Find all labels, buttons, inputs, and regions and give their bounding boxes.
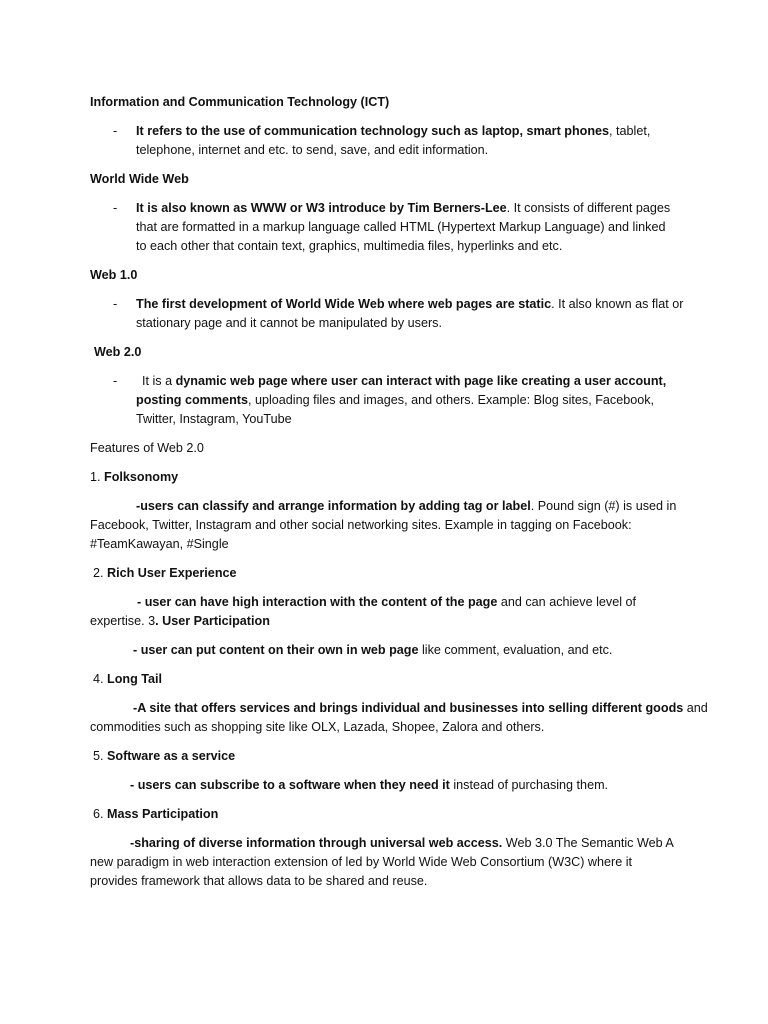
www-bullet-line2: that are formatted in a markup language called HTML (Hypertext Markup Language) and linked (136, 220, 666, 234)
rich-ux-title: Rich User Experience (107, 566, 237, 580)
rich-ux-text: and can achieve level of (497, 595, 636, 609)
mass-participation-number: 6. (93, 807, 108, 821)
mass-participation-text: Web 3.0 The Semantic Web A (502, 836, 674, 850)
rich-ux-heading (93, 564, 693, 583)
ict-heading: Information and Communication Technology (ICT) (90, 95, 390, 109)
www-text: . It consists of different pages (506, 201, 671, 215)
web1-bullet-line1 (136, 295, 684, 314)
rich-ux-line1 (137, 593, 737, 612)
long-tail-line1 (133, 699, 733, 718)
web1-bold-text: The first development of World Wide Web where web pages are static (136, 297, 552, 311)
web2-text: , uploading files and images, and others. Example: Blog sites, Facebook, (247, 393, 655, 407)
rich-ux-bold-text: - user can have high interaction with the content of the page (137, 595, 498, 609)
mass-participation-line2: new paradigm in web interaction extension of led by World Wide Web Consortium (W3C) where it (90, 855, 632, 869)
participation-bold-text: - user can put content on their own in web page (133, 643, 419, 657)
folksonomy-text: . Pound sign (#) is used in (530, 499, 677, 513)
web1-text: . It also known as flat or (551, 297, 684, 311)
web2-bullet-line3: Twitter, Instagram, YouTube (136, 412, 292, 426)
folksonomy-line3: #TeamKawayan, #Single (90, 537, 229, 551)
www-bold-text: It is also known as WWW or W3 introduce by Tim Berners-Lee (136, 201, 507, 215)
long-tail-heading (93, 670, 693, 689)
saas-text: instead of purchasing them. (449, 778, 609, 792)
saas-number: 5. (93, 749, 108, 763)
folksonomy-title: Folksonomy (104, 470, 179, 484)
web2-bullet-dash: - (113, 374, 118, 388)
ict-bullet-dash: - (113, 124, 118, 138)
folksonomy-bold-text: -users can classify and arrange information by adding tag or label (136, 499, 531, 513)
www-bullet-dash: - (113, 201, 118, 215)
saas-title: Software as a service (107, 749, 236, 763)
folksonomy-heading (90, 468, 690, 487)
saas-line1 (130, 776, 730, 795)
web1-bullet-line2: stationary page and it cannot be manipulated by users. (136, 316, 442, 330)
saas-bold-text: - users can subscribe to a software when they need it (130, 778, 450, 792)
www-bullet-line3: to each other that contain text, graphics, multimedia files, hyperlinks and etc. (136, 239, 563, 253)
long-tail-number: 4. (93, 672, 108, 686)
web2-bullet-line2 (136, 391, 676, 410)
mass-participation-heading (93, 805, 693, 824)
www-heading: World Wide Web (90, 172, 189, 186)
folksonomy-number: 1. (90, 470, 105, 484)
mass-participation-line1 (130, 834, 730, 853)
rich-ux-number: 2. (93, 566, 108, 580)
rich-ux-line2 (90, 612, 690, 631)
long-tail-title: Long Tail (107, 672, 163, 686)
long-tail-line2: commodities such as shopping site like OLX, Lazada, Shopee, Zalora and others. (90, 720, 545, 734)
features-heading: Features of Web 2.0 (90, 441, 204, 455)
web1-heading: Web 1.0 (90, 268, 138, 282)
folksonomy-line1 (136, 497, 736, 516)
web2-heading: Web 2.0 (94, 345, 142, 359)
rich-ux-expertise-text: expertise. 3 (90, 614, 156, 628)
mass-participation-line3: provides framework that allows data to be shared and reuse. (90, 874, 428, 888)
folksonomy-line2: Facebook, Twitter, Instagram and other social networking sites. Example in tagging on Facebook: (90, 518, 632, 532)
long-tail-text: and (683, 701, 708, 715)
ict-bullet-line2: telephone, internet and etc. to send, save, and edit information. (136, 143, 489, 157)
www-bullet-line1 (136, 199, 676, 218)
mass-participation-title: Mass Participation (107, 807, 219, 821)
web2-bold-text: dynamic web page where user can interact with page like creating a user account, (175, 374, 667, 388)
ict-bold-text: It refers to the use of communication technology such as laptop, smart phones (136, 124, 610, 138)
web2-pre-text: It is a (142, 374, 176, 388)
mass-participation-bold-text: -sharing of diverse information through universal web access. (130, 836, 503, 850)
ict-text: , tablet, (609, 124, 651, 138)
ict-bullet-line1 (136, 122, 676, 141)
web2-bullet-line1 (142, 372, 682, 391)
long-tail-bold-text: -A site that offers services and brings individual and businesses into selling different goods (133, 701, 684, 715)
user-participation-title: . User Participation (155, 614, 270, 628)
participation-text: like comment, evaluation, and etc. (418, 643, 613, 657)
web1-bullet-dash: - (113, 297, 118, 311)
web2-bold-text-2: posting comments (136, 393, 248, 407)
saas-heading (93, 747, 693, 766)
participation-line1 (133, 641, 733, 660)
